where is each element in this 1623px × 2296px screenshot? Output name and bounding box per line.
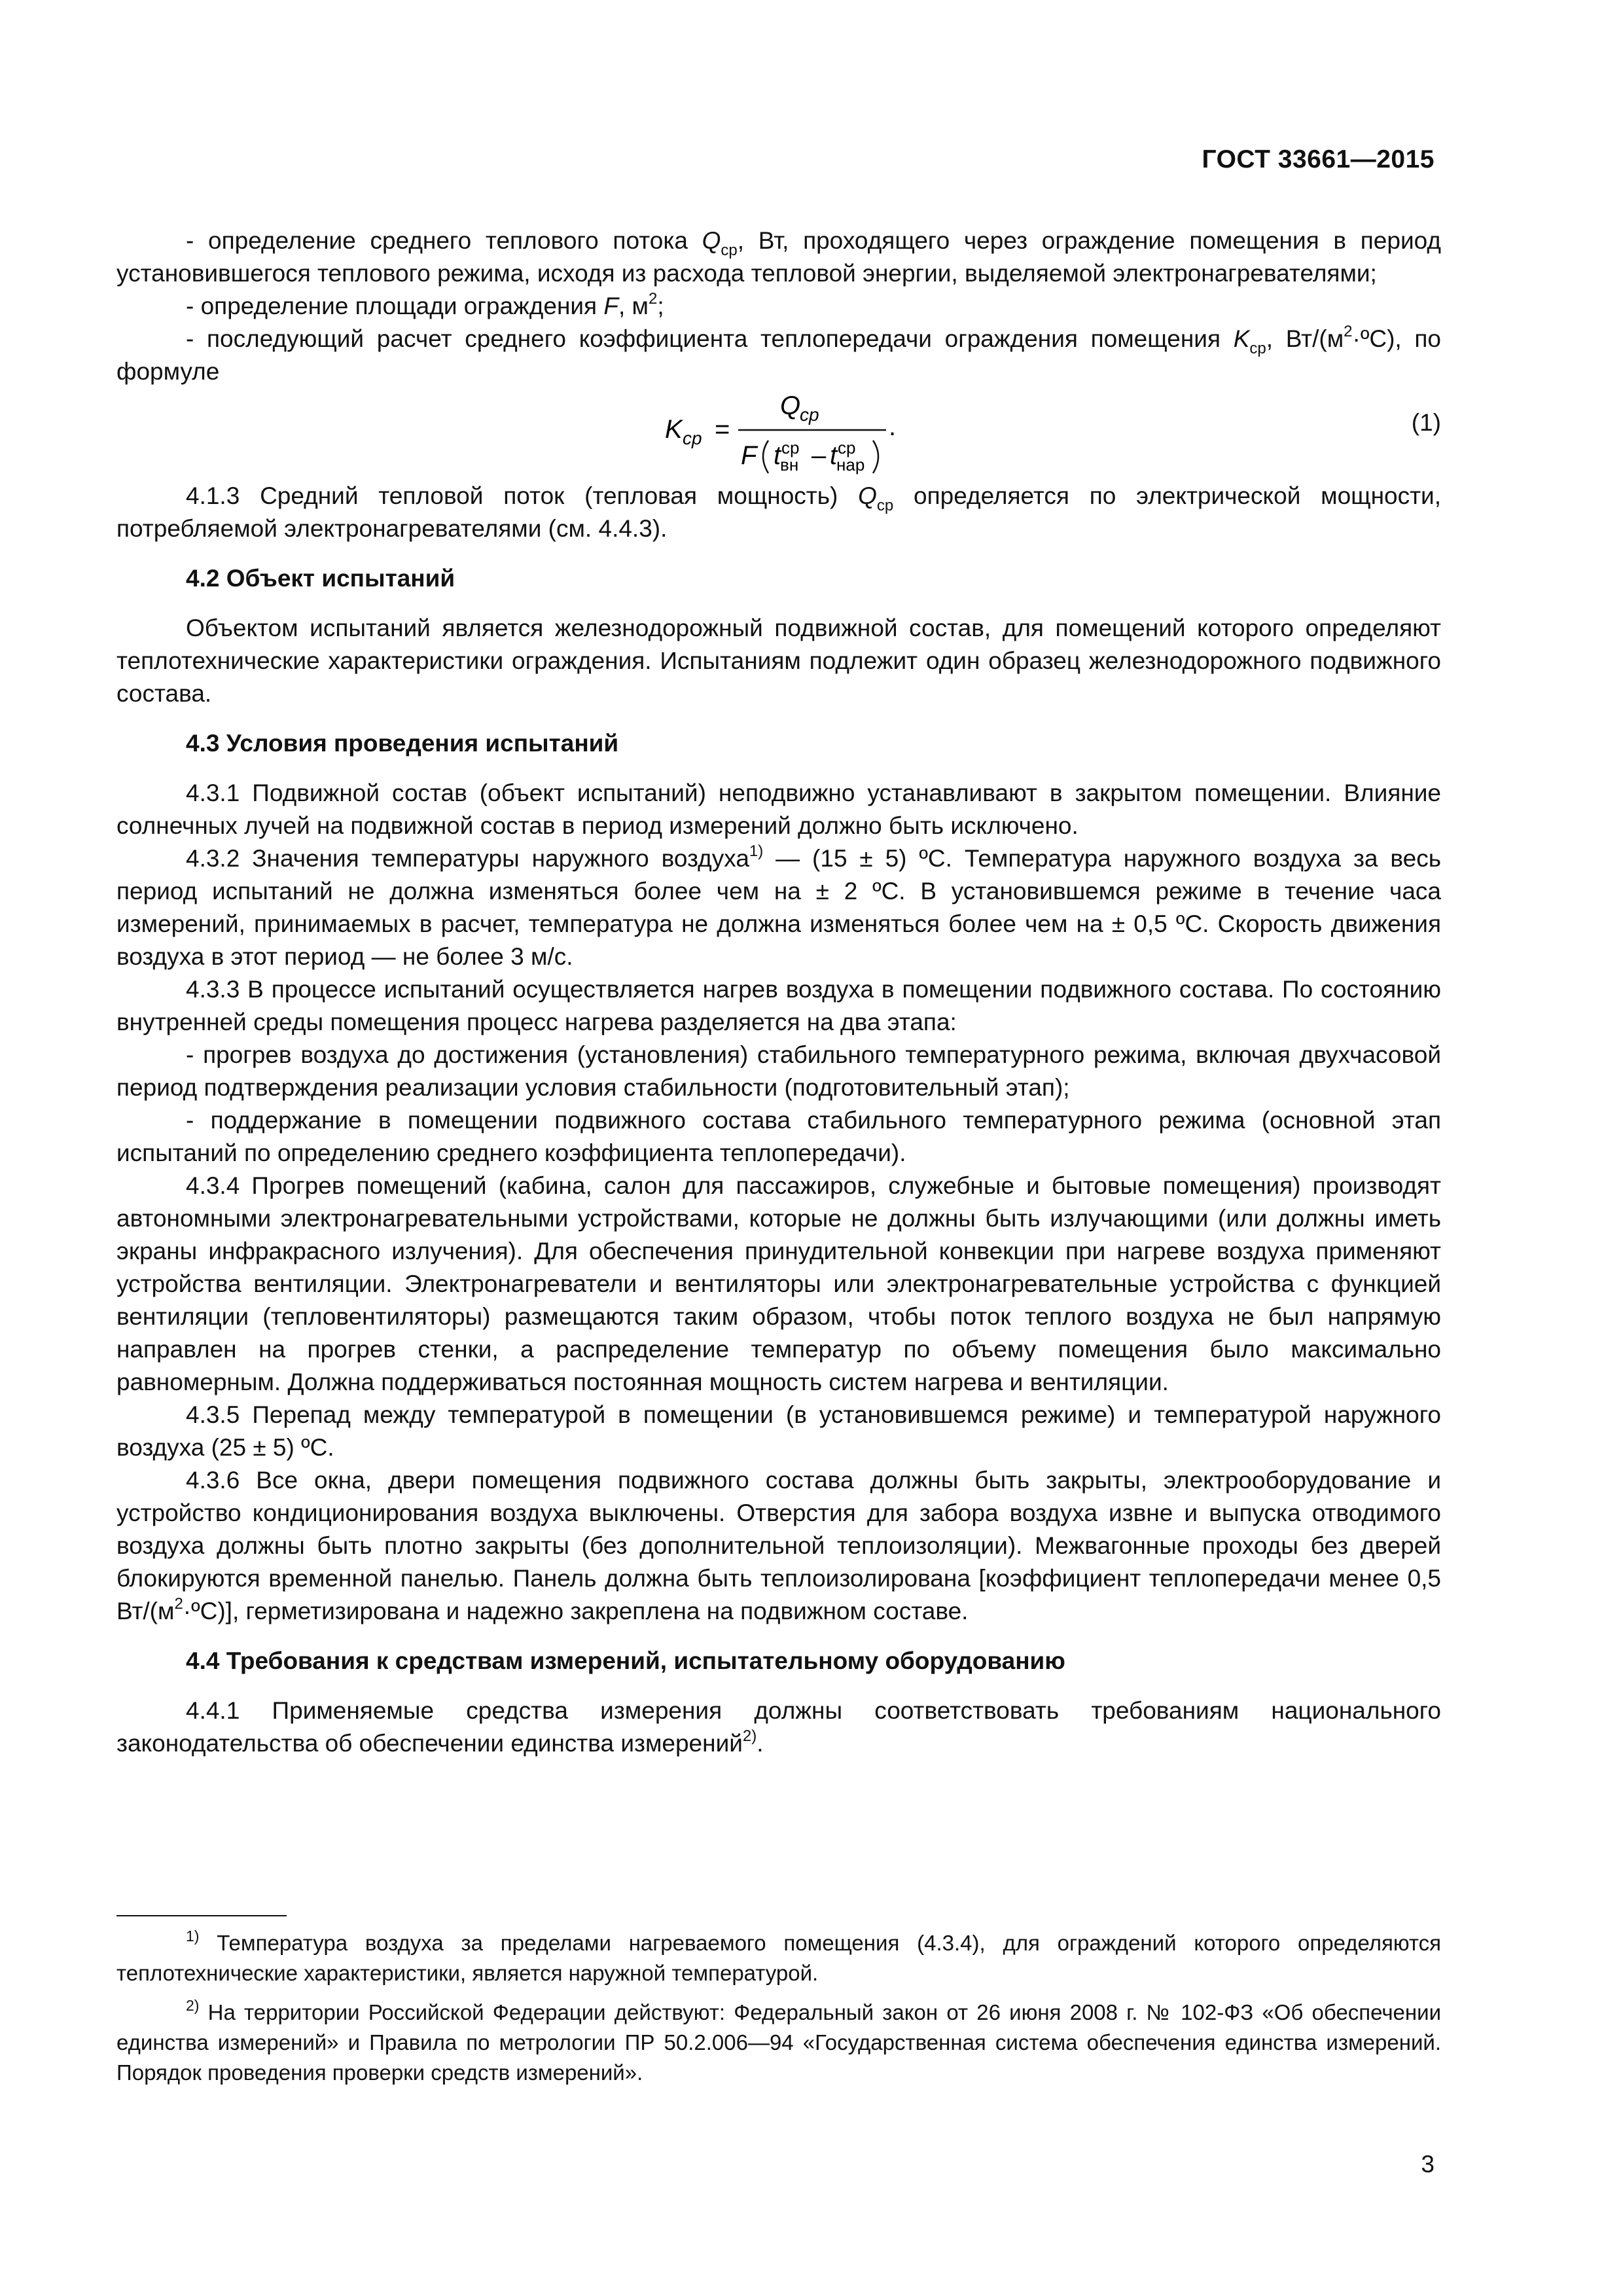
clause-4-1-3 xyxy=(116,480,1441,545)
superscript: 2 xyxy=(174,1595,183,1613)
text-fragment: ·ºС), по формуле xyxy=(116,325,1441,385)
text-fragment: . xyxy=(757,1730,764,1757)
text-fragment: - определение площади ограждения xyxy=(186,293,604,319)
superscript: 2 xyxy=(1344,323,1353,340)
text-fragment: 4.3.6 Все окна, двери помещения подвижного состава должны быть закрыты, электрооборудование и устройство кондиционирования воздуха выключены. Отверстия для забора воздуха извне и выпуска отводимого воздуха должны быть плотно закрыты (без дополнительной теплоизоляции). Межвагонные проходы без дверей блокируются временной панелью. Панель должна быть теплоизолирована [коэффициент теплопередачи менее 0,5 Вт/(м xyxy=(116,1467,1441,1624)
formula-t1: t xyxy=(774,441,781,470)
clause-4-3-5: 4.3.5 Перепад между температурой в помещении (в установившемся режиме) и температурой наружного воздуха (25 ± 5) ºС. xyxy=(116,1401,1441,1461)
formula-numerator-sub: ср xyxy=(800,404,819,425)
formula-t1-sub: вн xyxy=(780,455,799,475)
footnote-separator xyxy=(116,1915,287,1916)
clause-4-3-3-dash-2: - поддержание в помещении подвижного состава стабильного температурного режима (основной этап испытаний по определению среднего коэффициента теплопередачи). xyxy=(116,1107,1441,1166)
footnote-ref-1: 1) xyxy=(749,842,764,860)
text-fragment: , Вт, проходящего через ограждение помещения в период установившегося теплового режима, исходя из расхода тепловой энергии, выделяемой электронагревателями; xyxy=(116,227,1441,287)
section-4-2-text: Объектом испытаний является железнодорожный подвижной состав, для помещений которого определяют теплотехнические характеристики ограждения. Испытаниям подлежит один образец железнодорожного подвижного состава. xyxy=(116,615,1441,707)
clause-4-3-1: 4.3.1 Подвижной состав (объект испытаний) неподвижно устанавливают в закрытом помещении. Влияние солнечных лучей на подвижной состав в период измерений должно быть исключено. xyxy=(116,780,1441,839)
bullet-area xyxy=(116,290,1441,323)
clause-4-3-3-dash-1: - прогрев воздуха до достижения (установления) стабильного температурного режима, включая двухчасовой период подтверждения реализации условия стабильности (подготовительный этап); xyxy=(116,1041,1441,1101)
paren-right xyxy=(873,440,878,473)
formula-numerator: Q xyxy=(780,391,801,420)
symbol-f: F xyxy=(603,293,618,319)
text-fragment: - определение среднего теплового потока xyxy=(186,227,702,254)
section-heading-4-4: 4.4 Требования к средствам измерений, испытательному оборудованию xyxy=(186,1647,1065,1674)
text-fragment: - последующий расчет среднего коэффициента теплопередачи ограждения помещения xyxy=(186,325,1234,352)
clause-4-3-2 xyxy=(116,842,1441,973)
subscript: ср xyxy=(1249,340,1266,357)
subscript: ср xyxy=(721,242,738,259)
footnotes xyxy=(116,1928,1441,2088)
text-fragment: определяется по электрической мощности, потребляемой электронагревателями (см. 4.4.3). xyxy=(116,482,1441,542)
text-fragment: ·ºС)], герметизирована и надежно закреплена на подвижном составе. xyxy=(183,1598,969,1624)
formula-lhs-sub: ср xyxy=(683,428,702,448)
main-text xyxy=(116,224,1441,1760)
text-fragment: ; xyxy=(657,293,664,319)
superscript: 2 xyxy=(648,290,658,308)
text-fragment: — (15 ± 5) ºС. Температура наружного воздуха за весь период испытаний не должна изменяться более чем на ± 2 ºС. В установившемся режиме в течение часа измерений, принимаемых в расчет, температура не должна изменяться более чем на ± 0,5 ºС. Скорость движения воздуха в этот период — не более 3 м/с. xyxy=(116,845,1441,970)
formula-row xyxy=(116,388,1441,480)
section-heading-4-2: 4.2 Объект испытаний xyxy=(186,565,455,592)
clause-4-3-3: 4.3.3 В процессе испытаний осуществляется нагрев воздуха в помещении подвижного состава. По состоянию внутренней среды помещения процесс нагрева разделяется на два этапа: xyxy=(116,976,1441,1035)
text-fragment: , м xyxy=(618,293,649,319)
paren-left xyxy=(763,440,768,473)
symbol-k: K xyxy=(1233,325,1250,352)
clause-4-4-1 xyxy=(116,1695,1441,1760)
page-number: 3 xyxy=(1421,2151,1435,2178)
subscript: ср xyxy=(876,497,894,514)
formula-equals: = xyxy=(715,415,730,444)
formula-lhs: K xyxy=(665,415,683,444)
symbol-q: Q xyxy=(858,482,877,509)
symbol-q: Q xyxy=(702,227,721,254)
bullet-coefficient xyxy=(116,323,1441,388)
formula-t2-sup: ср xyxy=(838,438,856,457)
formula-t2: t xyxy=(830,441,838,470)
text-fragment: 4.4.1 Применяемые средства измерения должны соответствовать требованиям национального законодательства об обеспечении единства измерений xyxy=(116,1697,1441,1757)
section-heading-4-3: 4.3 Условия проведения испытаний xyxy=(186,730,619,757)
document-designation: ГОСТ 33661—2015 xyxy=(1202,145,1435,173)
clause-4-3-4: 4.3.4 Прогрев помещений (кабина, салон для пассажиров, служебные и бытовые помещения) производят автономными электронагревательными устройствами, которые не должны быть излучающими (или должны иметь экраны инфракрасного излучения). Для обеспечения принудительной конвекции при нагреве воздуха применяют устройства вентиляции. Электронагреватели и вентиляторы или электронагревательные устройства с функцией вентиляции (тепловентиляторы) размещаются таким образом, чтобы поток теплого воздуха не был напрямую направлен на прогрев стенки, а распределение температур по объему помещения было максимально равномерным. Должна поддерживаться постоянная мощность систем нагрева и вентиляции. xyxy=(116,1172,1441,1395)
bullet-heat-flow xyxy=(116,224,1441,290)
text-fragment: 4.3.2 Значения температуры наружного воздуха xyxy=(186,845,749,872)
formula-1 xyxy=(652,388,901,480)
footnote-text: Температура воздуха за пределами нагреваемого помещения (4.3.4), для ограждений которого определяются теплотехнические характеристики, является наружной температурой. xyxy=(116,1931,1441,1985)
footnote-2 xyxy=(116,1998,1441,2088)
formula-minus: – xyxy=(812,441,827,470)
formula-denominator-f: F xyxy=(741,441,757,470)
formula-t2-sub: нар xyxy=(836,455,865,475)
footnote-text: На территории Российской Федерации действуют: Федеральный закон от 26 июня 2008 г. № 102-ФЗ «Об обеспечении единства измерений» и Правила по метрологии ПР 50.2.006—94 «Государственная система обеспечения единства измерений. Порядок проведения проверки средств измерений». xyxy=(116,2000,1441,2085)
footnote-mark: 1) xyxy=(186,1928,200,1945)
footnote-mark: 2) xyxy=(186,1997,200,2014)
text-fragment: 4.1.3 Средний тепловой поток (тепловая мощность) xyxy=(186,482,859,509)
equation-number: (1) xyxy=(1411,409,1441,436)
footnote-1 xyxy=(116,1928,1441,1988)
formula-t1-sup: ср xyxy=(781,438,800,457)
footnote-ref-2: 2) xyxy=(742,1727,757,1745)
text-fragment: , Вт/(м xyxy=(1266,325,1344,352)
formula-period: . xyxy=(889,412,897,441)
clause-4-3-6 xyxy=(116,1464,1441,1628)
